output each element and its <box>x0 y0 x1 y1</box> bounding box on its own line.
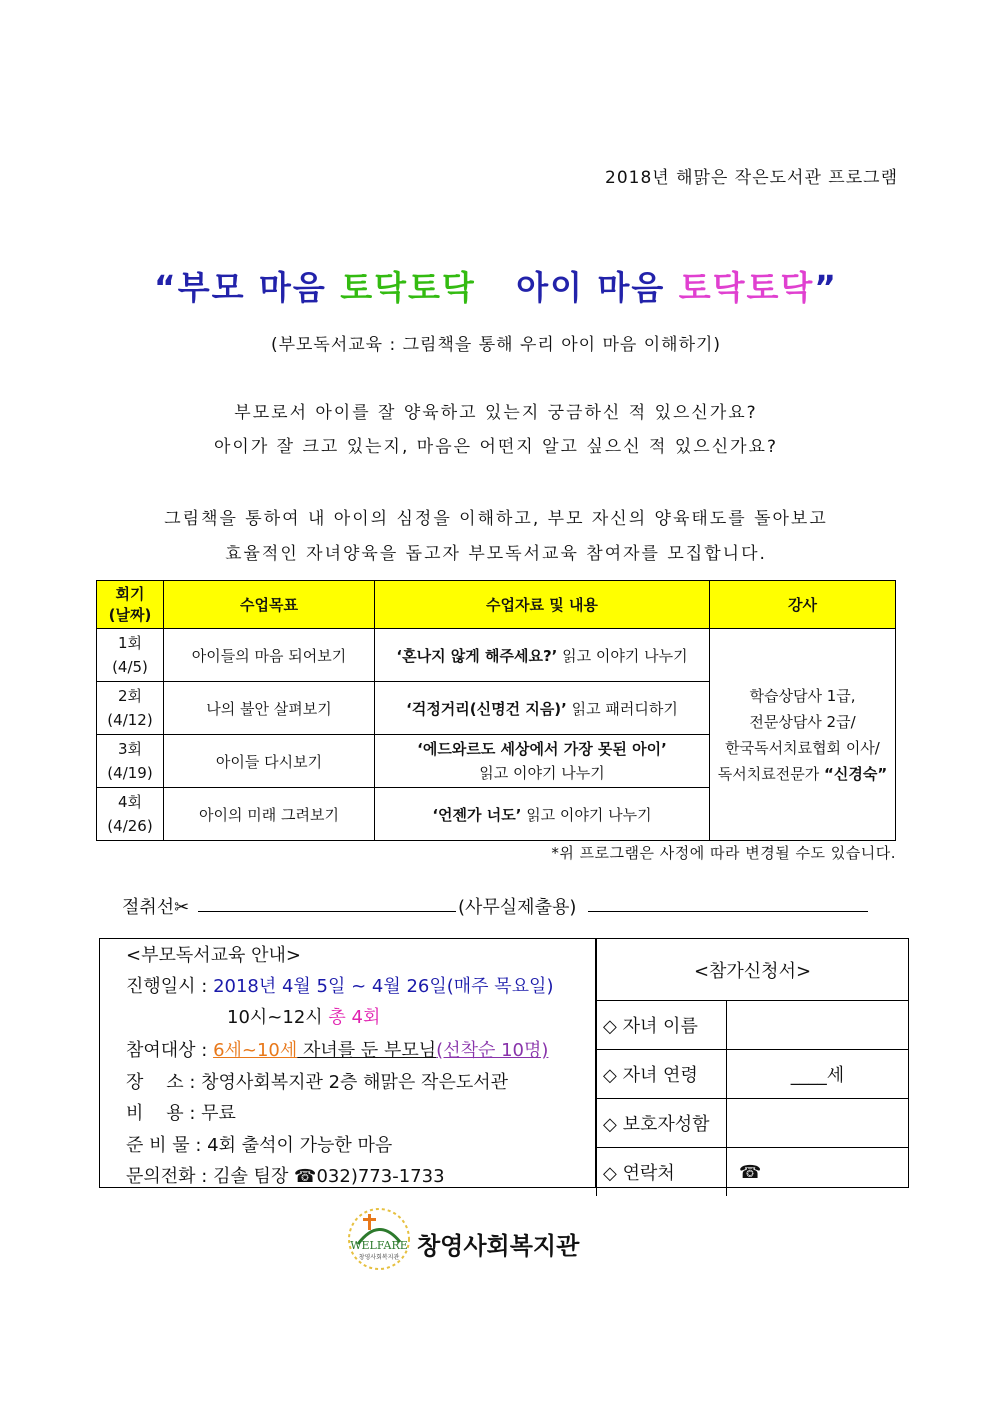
info-prep: 준 비 물 : 4회 출석이 가능한 마음 <box>126 1135 393 1156</box>
cut-line <box>588 911 868 912</box>
title-highlight-1: 토닥토닥 <box>340 268 476 307</box>
schedule-header-row <box>97 581 896 629</box>
table-row <box>97 629 896 682</box>
program-info <box>100 939 596 1187</box>
phone-icon: ☎ <box>739 1161 762 1183</box>
subtitle: (부모독서교육 : 그림책을 통해 우리 아이 마음 이해하기) <box>270 335 722 355</box>
header-instructor: 강사 <box>710 581 896 629</box>
header-goal: 수업목표 <box>164 581 375 629</box>
intro-line: 효율적인 자녀양육을 돕고자 부모독서교육 참여자를 모집합니다. <box>225 544 767 564</box>
open-quote: “ <box>154 268 178 307</box>
program-header: 2018년 해맑은 작은도서관 프로그램 <box>605 168 898 188</box>
session-cell: 1회 (4/5) <box>97 629 164 682</box>
logo-text: WELFARE <box>350 1239 408 1252</box>
intro-line: 부모로서 아이를 잘 양육하고 있는지 궁금하신 적 있으신가요? <box>234 403 758 423</box>
office-submission-label: (사무실제출용) <box>458 897 577 918</box>
header-session: 회기 (날짜) <box>97 581 164 629</box>
info-cost: 비 용 : 무료 <box>126 1103 236 1124</box>
cut-line-label: 절취선✂ <box>122 897 190 918</box>
goal-cell: 나의 불안 살펴보기 <box>164 682 375 735</box>
info-place: 장 소 : 창영사회복지관 2층 해맑은 작은도서관 <box>126 1072 508 1093</box>
goal-cell: 아이들 다시보기 <box>164 735 375 788</box>
content-cell: ‘에드와르도 세상에서 가장 못된 아이’ 읽고 이야기 나누기 <box>375 735 710 788</box>
application-form <box>596 939 908 1196</box>
welfare-logo <box>346 1206 412 1272</box>
session-cell: 4회 (4/26) <box>97 788 164 841</box>
header-content: 수업자료 및 내용 <box>375 581 710 629</box>
organization-name: 창영사회복지관 <box>417 1232 580 1260</box>
intro-line: 그림책을 통하여 내 아이의 심정을 이해하고, 부모 자신의 양육태도를 돌아보고 <box>164 509 828 529</box>
info-date: 진행일시 : 2018년 4월 5일 ~ 4월 26일(매주 목요일) <box>126 976 554 997</box>
child-age-field[interactable]: ____세 <box>727 1050 909 1099</box>
guardian-name-field[interactable] <box>727 1099 909 1148</box>
schedule-note: *위 프로그램은 사정에 따라 변경될 수도 있습니다. <box>551 844 896 862</box>
goal-cell: 아이들의 마음 되어보기 <box>164 629 375 682</box>
child-age-label: ◇ 자녀 연령 <box>597 1050 727 1099</box>
child-name-label: ◇ 자녀 이름 <box>597 1001 727 1050</box>
schedule-table <box>96 580 896 841</box>
content-cell: ‘걱정거리(신명건 지음)’ 읽고 패러디하기 <box>375 682 710 735</box>
content-cell: ‘혼나지 않게 해주세요?’ 읽고 이야기 나누기 <box>375 629 710 682</box>
guardian-name-label: ◇ 보호자성함 <box>597 1099 727 1148</box>
title-part-child: 아이 마음 <box>516 268 666 307</box>
logo-subtext: 창영사회복지관 <box>358 1254 400 1261</box>
session-cell: 2회 (4/12) <box>97 682 164 735</box>
contact-label: ◇ 연락처 <box>597 1148 727 1197</box>
instructor-name: “신경숙” <box>824 764 888 783</box>
goal-cell: 아이의 미래 그려보기 <box>164 788 375 841</box>
info-target: 참여대상 : 6세~10세 자녀를 둔 부모님(선착순 10명) <box>126 1040 549 1061</box>
info-contact: 문의전화 : 김솔 팀장 ☎032)773-1733 <box>126 1166 445 1187</box>
title-highlight-2: 토닥토닥 <box>678 268 815 307</box>
info-time: 10시~12시 총 4회 <box>227 1007 381 1028</box>
info-box <box>99 938 909 1188</box>
info-heading: <부모독서교육 안내> <box>126 945 301 966</box>
cut-line <box>198 911 456 912</box>
contact-field[interactable] <box>727 1148 909 1197</box>
application-title: <참가신청서> <box>597 939 909 1001</box>
child-name-field[interactable] <box>727 1001 909 1050</box>
title-part-parent: 부모 마음 <box>177 268 327 307</box>
content-cell: ‘언젠가 너도’ 읽고 이야기 나누기 <box>375 788 710 841</box>
session-cell: 3회 (4/19) <box>97 735 164 788</box>
main-title <box>0 262 992 309</box>
intro-line: 아이가 잘 크고 있는지, 마음은 어떤지 알고 싶으신 적 있으신가요? <box>213 437 779 457</box>
close-quote: ” <box>814 268 838 307</box>
instructor-cell: 학습상담사 1급, 전문상담사 2급/ 한국독서치료협회 이사/ 독서치료전문가 “신경숙” <box>710 629 896 841</box>
